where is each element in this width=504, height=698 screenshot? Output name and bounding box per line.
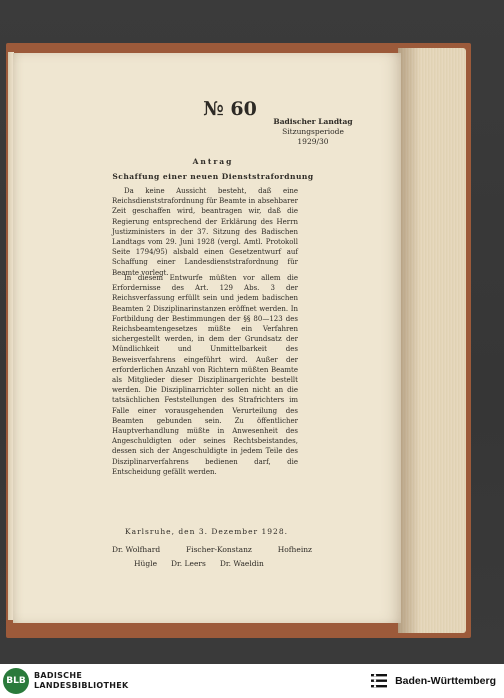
session-info-line3: 1929/30 bbox=[297, 137, 329, 146]
document-page bbox=[13, 53, 401, 623]
signer: Hofheinz bbox=[277, 545, 312, 554]
paragraph-1: Da keine Aussicht besteht, daß eine Reichsdienststrafordnung für Beamte in absehbarer Zeit geschaffen wird, beantragen wir, daß die Regierung entsprechend der Erklärung des Herrn Justizministers in der 37. Sitzung des Badischen Landtags vom 29. Juni 1928 (vergl. Amtl. Protokoll Seite 1794/95) alsbald einen Gesetzentwurf auf Schaffung einer Landesdienststrafordnung für Beamte vorlegt. bbox=[112, 187, 298, 277]
signatories-row-2 bbox=[112, 557, 312, 571]
signer: Dr. Waeldin bbox=[219, 559, 264, 568]
document-heading: Antrag bbox=[192, 157, 234, 166]
signer: Hügle bbox=[134, 559, 158, 568]
place-date: Karlsruhe, den 3. Dezember 1928. bbox=[125, 527, 288, 536]
document-number: № 60 bbox=[203, 98, 257, 120]
footer-bar bbox=[0, 664, 504, 698]
session-info bbox=[248, 117, 378, 147]
signatories-row-1 bbox=[112, 543, 312, 557]
signer: Dr. Wolfhard bbox=[112, 545, 161, 554]
state-branding[interactable] bbox=[369, 671, 504, 691]
document-subheading: Schaffung einer neuen Dienststrafordnung bbox=[112, 172, 314, 181]
library-branding[interactable] bbox=[0, 668, 129, 694]
page-edges bbox=[398, 48, 466, 633]
library-name-line1: BADISCHE bbox=[34, 671, 83, 680]
signatories bbox=[112, 543, 312, 571]
paragraph-2: In diesem Entwurfe müßten vor allem die Erfordernisse des Art. 129 Abs. 3 der Reichsverfassung erfüllt sein und jedem badischen Beamten 2 Disziplinarinstanzen eröffnet werden. In Fortbildung der Bestimmungen der §§ 80—123 des Reichsbeamtengesetzes müßte ein Verfahren sichergestellt werden, in dem der Grundsatz der Mündlichkeit und Unmittelbarkeit des Beweisverfahrens eingeführt wird. Außer der erforderlichen Anzahl von Richtern müßten Beamte als Mitglieder dieser Disziplinargerichte bestellt werden. Die Disziplinarrichter sollen nicht an die tatsächlichen Feststellungen des Strafrichters im Falle einer vorausgehenden Verurteilung des Beamten gebunden sein. Zu öffentlicher Hauptverhandlung müßte in Anwesenheit des Angeschuldigten oder seines Rechtsbeistandes, dessen sich der Angeschuldigte in jedem Teile des Disziplinarverfahrens bedienen darf, die Entscheidung gefällt werden. bbox=[112, 274, 298, 476]
signer: Dr. Leers bbox=[171, 559, 206, 568]
library-name-line2: LANDESBIBLIOTHEK bbox=[34, 681, 129, 690]
session-info-line1: Badischer Landtag bbox=[273, 117, 353, 126]
session-info-line2: Sitzungsperiode bbox=[282, 127, 344, 136]
blb-logo-icon: BLB bbox=[3, 668, 29, 694]
state-name: Baden-Württemberg bbox=[395, 675, 496, 687]
library-name bbox=[34, 671, 129, 691]
signer: Fischer-Konstanz bbox=[185, 545, 252, 554]
baden-wuerttemberg-lions-icon bbox=[369, 671, 389, 691]
